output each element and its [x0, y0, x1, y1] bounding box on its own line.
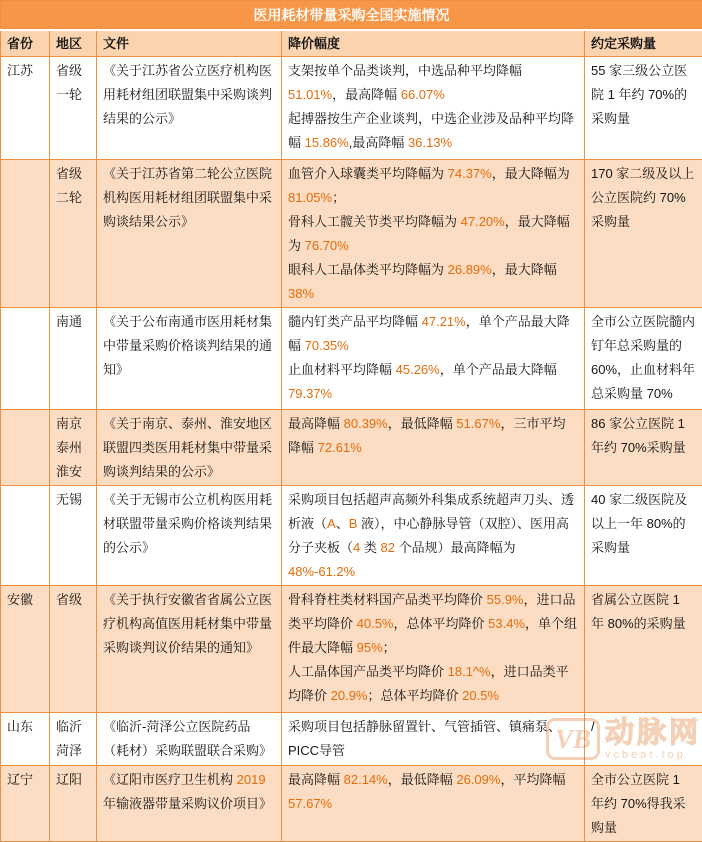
watermark-vb-logo-icon: VB — [546, 718, 600, 760]
highlighted-number: 47.20% — [461, 214, 505, 229]
document-cell — [97, 308, 282, 410]
cell-text: 《临沂-菏泽公立医院药品（耗材）采购联盟联合采购》 — [103, 719, 272, 758]
table-body — [1, 57, 702, 842]
document-title — [103, 588, 275, 660]
reduction-cell — [282, 713, 585, 766]
region-cell: 临沂菏泽 — [50, 713, 97, 766]
volume-cell: / — [585, 713, 702, 766]
cell-text: 采购项目包括超声高频外科集成系统超声刀头、透析液（ — [288, 492, 574, 531]
page-title: 医用耗材带量采购全国实施情况 — [1, 1, 702, 31]
document-cell — [97, 410, 282, 486]
table-row — [1, 586, 702, 713]
reduction-paragraph — [288, 310, 578, 358]
cell-text: ，总体平均降价 — [394, 616, 489, 631]
reduction-cell — [282, 57, 585, 160]
document-title — [103, 488, 275, 560]
cell-text: ，最高降幅 — [332, 87, 401, 102]
table-row — [1, 57, 702, 160]
col-header-document: 文件 — [97, 30, 282, 57]
table-row — [1, 486, 702, 586]
cell-text: 《关于江苏省公立医疗机构医用耗材组团联盟集中采购谈判结果的公示》 — [103, 63, 272, 126]
region-cell: 无锡 — [50, 486, 97, 586]
highlighted-number: 4 — [353, 540, 360, 555]
volume-cell: 86 家公立医院 1 年约 70%采购量 — [585, 410, 702, 486]
cell-text: 最高降幅 — [288, 772, 344, 787]
reduction-paragraph — [288, 660, 578, 708]
cell-text: ，最低降幅 — [388, 772, 457, 787]
reduction-cell — [282, 766, 585, 842]
table-row — [1, 410, 702, 486]
highlighted-number: 38% — [288, 286, 314, 301]
reduction-cell — [282, 308, 585, 410]
cell-text: 《辽阳市医疗卫生机构 — [103, 772, 237, 787]
cell-text: ，进口品类平均降价 — [288, 664, 569, 703]
cell-text: 、 — [336, 516, 349, 531]
cell-text: 最高降幅 — [288, 416, 344, 431]
cell-text: 年输液器带量采购议价项目》 — [103, 796, 272, 811]
highlighted-number: 72.61% — [318, 440, 362, 455]
volume-cell: 55 家三级公立医院 1 年约 70%的采购量 — [585, 57, 702, 160]
cell-text: ，进口品类平均降价 — [288, 592, 576, 631]
highlighted-number: 20.9% — [331, 688, 368, 703]
highlighted-number: 26.09% — [456, 772, 500, 787]
cell-text: ，最大降幅 — [492, 262, 557, 277]
highlighted-number: 53.4% — [488, 616, 525, 631]
highlighted-number: A — [327, 516, 336, 531]
province-cell — [1, 410, 50, 486]
document-cell — [97, 57, 282, 160]
cell-text: ，单个组件最大降幅 — [288, 616, 577, 655]
cell-text: 起搏器按生产企业谈判，中选企业涉及品种平均降幅 — [288, 111, 574, 150]
volume-cell: 全市公立医院髓内钉年总采购量的 60%，止血材料年总采购量 70% — [585, 308, 702, 410]
highlighted-number: 48%-61.2% — [288, 564, 355, 579]
document-title — [103, 310, 275, 382]
reduction-paragraph — [288, 768, 578, 816]
region-cell: 南通 — [50, 308, 97, 410]
col-header-region: 地区 — [50, 30, 97, 57]
cell-text: ，平均降幅 — [500, 772, 565, 787]
volume-cell: 全市公立医院 1 年约 70%得我采购量 — [585, 766, 702, 842]
volume-cell: 省属公立医院 1 年 80%的采购量 — [585, 586, 702, 713]
volume-cell: 40 家二级医院及以上一年 80%的采购量 — [585, 486, 702, 586]
highlighted-number: 36.13% — [408, 135, 452, 150]
highlighted-number: 95% — [357, 640, 383, 655]
reduction-paragraph — [288, 107, 578, 155]
region-cell: 南京泰州淮安 — [50, 410, 97, 486]
cell-text: ；总体平均降价 — [368, 688, 463, 703]
cell-text: 骨科脊柱类材料国产品类平均降价 — [288, 592, 487, 607]
highlighted-number: 18.1^% — [448, 664, 491, 679]
document-title — [103, 162, 275, 234]
cell-text: 骨科人工髋关节类平均降幅为 — [288, 214, 461, 229]
highlighted-number: 74.37% — [448, 166, 492, 181]
document-title — [103, 768, 275, 816]
province-cell — [1, 308, 50, 410]
cell-text: 止血材料平均降幅 — [288, 362, 396, 377]
cell-text: 《关于公布南通市医用耗材集中带量采购价格谈判结果的通知》 — [103, 314, 272, 377]
title-row — [1, 1, 702, 31]
reduction-cell — [282, 160, 585, 308]
col-header-province: 省份 — [1, 30, 50, 57]
table-row — [1, 308, 702, 410]
province-cell — [1, 160, 50, 308]
cell-text: ，单个产品最大降幅 — [288, 314, 570, 353]
table-row — [1, 766, 702, 842]
document-cell — [97, 766, 282, 842]
highlighted-number: 55.9% — [487, 592, 524, 607]
highlighted-number: 45.26% — [396, 362, 440, 377]
document-title — [103, 715, 275, 763]
document-title — [103, 59, 275, 131]
cell-text: 支架按单个品类谈判，中选品种平均降幅 — [288, 63, 522, 78]
document-cell — [97, 586, 282, 713]
province-cell — [1, 486, 50, 586]
cell-text: 人工晶体国产品类平均降价 — [288, 664, 448, 679]
cell-text: 眼科人工晶体类平均降幅为 — [288, 262, 448, 277]
cell-text: 《关于无锡市公立机构医用耗材联盟带量采购价格谈判结果的公示》 — [103, 492, 272, 555]
province-cell: 山东 — [1, 713, 50, 766]
reduction-paragraph — [288, 412, 578, 460]
reduction-cell — [282, 486, 585, 586]
highlighted-number: 20.5% — [462, 688, 499, 703]
highlighted-number: 51.67% — [456, 416, 500, 431]
cell-text: ，最大降幅为 — [492, 166, 570, 181]
cell-text: 液），中心静脉导管（双腔）、医用高分子夹板（ — [288, 516, 569, 555]
cell-text: ,最高降幅 — [349, 135, 408, 150]
reduction-paragraph — [288, 162, 578, 210]
province-cell: 辽宁 — [1, 766, 50, 842]
cell-text: ，最低降幅 — [388, 416, 457, 431]
highlighted-number: 2019 — [237, 772, 266, 787]
table-row — [1, 160, 702, 308]
header-row — [1, 30, 702, 57]
reduction-paragraph — [288, 210, 578, 258]
document-cell — [97, 486, 282, 586]
highlighted-number: 82 — [380, 540, 394, 555]
highlighted-number: 51.01% — [288, 87, 332, 102]
highlighted-number: 81.05% — [288, 190, 332, 205]
highlighted-number: 79.37% — [288, 386, 332, 401]
highlighted-number: 40.5% — [357, 616, 394, 631]
region-cell: 省级 — [50, 586, 97, 713]
table-row — [1, 713, 702, 766]
reduction-paragraph — [288, 715, 578, 763]
cell-text: 《关于执行安徽省省属公立医疗机构高值医用耗材集中带量采购谈判议价结果的通知》 — [103, 592, 272, 655]
document-title — [103, 412, 275, 484]
region-cell: 辽阳 — [50, 766, 97, 842]
cell-text: 髓内钉类产品平均降幅 — [288, 314, 422, 329]
highlighted-number: 66.07% — [401, 87, 445, 102]
highlighted-number: 76.70% — [305, 238, 349, 253]
col-header-volume: 约定采购量 — [585, 30, 702, 57]
cell-text: 类 — [360, 540, 380, 555]
document-cell — [97, 713, 282, 766]
cell-text: 《关于南京、泰州、淮安地区联盟四类医用耗材集中带量采购谈判结果的公示》 — [103, 416, 272, 479]
reduction-paragraph — [288, 258, 578, 306]
reduction-paragraph — [288, 358, 578, 406]
cell-text: ； — [332, 190, 345, 205]
highlighted-number: 70.35% — [305, 338, 349, 353]
cell-text: ，三市平均降幅 — [288, 416, 565, 455]
cell-text: 个品规）最高降幅为 — [395, 540, 516, 555]
watermark-url: vcbeat.top — [605, 749, 686, 761]
highlighted-number: 82.14% — [344, 772, 388, 787]
cell-text: ，最大降幅为 — [288, 214, 570, 253]
cell-text: 血管介入球囊类平均降幅为 — [288, 166, 448, 181]
cell-text: ； — [383, 640, 396, 655]
col-header-reduction: 降价幅度 — [282, 30, 585, 57]
reduction-paragraph — [288, 59, 578, 107]
reduction-paragraph — [288, 488, 578, 584]
highlighted-number: 47.21% — [422, 314, 466, 329]
highlighted-number: 80.39% — [344, 416, 388, 431]
cell-text: 《关于江苏省第二轮公立医院机构医用耗材组团联盟集中采购谈结果公示》 — [103, 166, 272, 229]
region-cell: 省级二轮 — [50, 160, 97, 308]
highlighted-number: B — [349, 516, 358, 531]
highlighted-number: 26.89% — [448, 262, 492, 277]
highlighted-number: 57.67% — [288, 796, 332, 811]
watermark-brand-name: 动脉网 — [605, 717, 701, 749]
province-cell: 安徽 — [1, 586, 50, 713]
volume-cell: 170 家二级及以上公立医院约 70%采购量 — [585, 160, 702, 308]
document-cell — [97, 160, 282, 308]
cell-text: 采购项目包括静脉留置针、气管插管、镇痛泵、PICC导管 — [288, 719, 561, 758]
province-cell: 江苏 — [1, 57, 50, 160]
region-cell: 省级一轮 — [50, 57, 97, 160]
reduction-cell — [282, 586, 585, 713]
reduction-cell — [282, 410, 585, 486]
highlighted-number: 15.86% — [305, 135, 349, 150]
cell-text: ，单个产品最大降幅 — [440, 362, 557, 377]
reduction-paragraph — [288, 588, 578, 660]
